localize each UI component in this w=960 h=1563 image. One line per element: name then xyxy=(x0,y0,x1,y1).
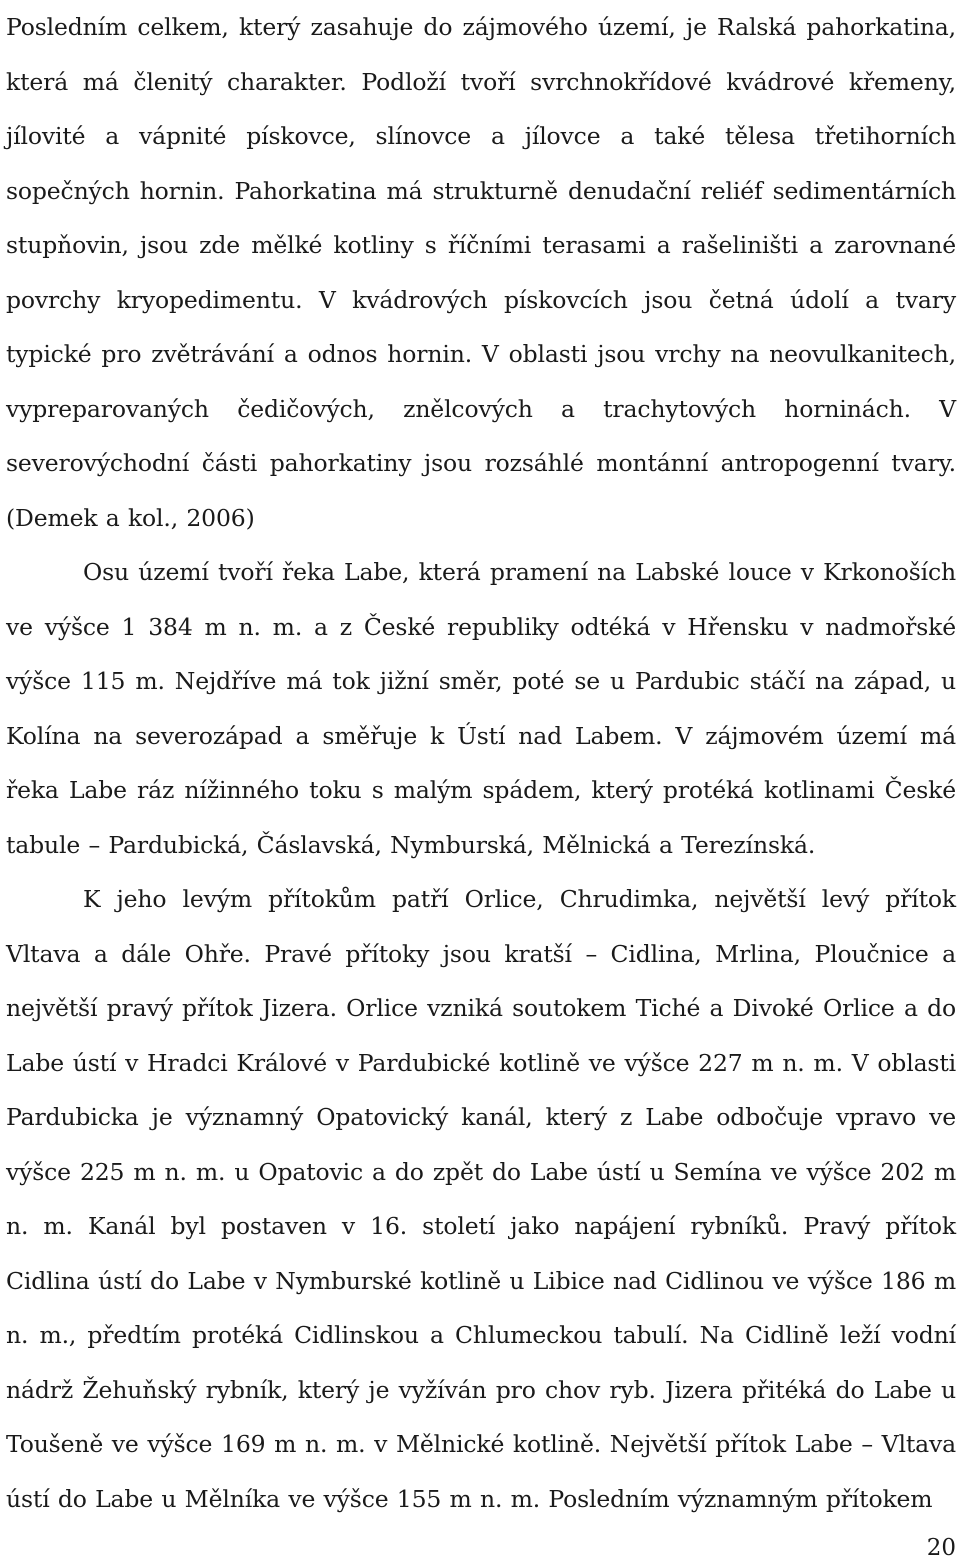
page-number: 20 xyxy=(926,1535,956,1561)
paragraph-ralska-pahorkatina: Posledním celkem, který zasahuje do zájmového území, je Ralská pahorkatina, která má členitý charakter. Podloží tvoří svrchnokřídové kvádrové křemeny, jílovité a vápnité pískovce, slínovce a jílovce a také tělesa třetihorních sopečných hornin. Pahorkatina má strukturně denudační reliéf sedimentárních stupňovin, jsou zde mělké kotliny s říčními terasami a rašeliništi a zarovnané povrchy kryopedimentu. V kvádrových pískovcích jsou četná údolí a tvary typické pro zvětrávání a odnos hornin. V oblasti jsou vrchy na neovulkanitech, vypreparovaných čedičových, znělcových a trachytových horninách. V severovýchodní části pahorkatiny jsou rozsáhlé montánní antropogenní tvary. (Demek a kol., 2006) xyxy=(6,13,956,532)
paragraph-tributaries: K jeho levým přítokům patří Orlice, Chrudimka, největší levý přítok Vltava a dále Ohře. Pravé přítoky jsou kratší – Cidlina, Mrlina, Ploučnice a největší pravý přítok Jizera. Orlice vzniká soutokem Tiché a Divoké Orlice a do Labe ústí v Hradci Králové v Pardubické kotlině ve výšce 227 m n. m. V oblasti Pardubicka je významný Opatovický kanál, který z Labe odbočuje vpravo ve výšce 225 m n. m. u Opatovic a do zpět do Labe ústí u Semína ve výšce 202 m n. m. Kanál byl postaven v 16. století jako napájení rybníků. Pravý přítok Cidlina ústí do Labe v Nymburské kotlině u Libice nad Cidlinou ve výšce 186 m n. m., předtím protéká Cidlinskou a Chlumeckou tabulí. Na Cidlině leží vodní nádrž Žehuňský rybník, který je vyžíván pro chov ryb. Jizera přitéká do Labe u Toušeně ve výšce 169 m n. m. v Mělnické kotlině. Největší přítok Labe – Vltava ústí do Labe u Mělníka ve výšce 155 m n. m. Posledním významným přítokem xyxy=(6,885,956,1513)
paragraph-labe-river: Osu území tvoří řeka Labe, která pramení na Labské louce v Krkonoších ve výšce 1 384 m n. m. a z České republiky odtéká v Hřensku v nadmořské výšce 115 m. Nejdříve má tok jižní směr, poté se u Pardubic stáčí na západ, u Kolína na severozápad a směřuje k Ústí nad Labem. V zájmovém území má řeka Labe ráz nížinného toku s malým spádem, který protéká kotlinami České tabule – Pardubická, Čáslavská, Nymburská, Mělnická a Terezínská. xyxy=(6,558,956,859)
document-page xyxy=(6,0,956,1526)
